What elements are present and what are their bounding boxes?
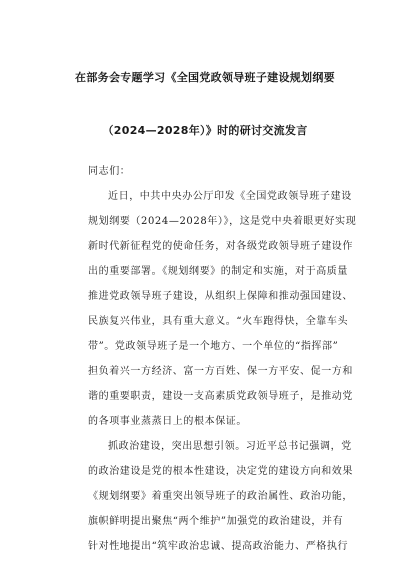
paragraph-line: 近日，中共中央办公厅印发《全国党政领导班子建设 — [108, 191, 352, 202]
paragraph-line: 针对性地提出“筑牢政治忠诚、提高政治能力、严格执行 — [88, 541, 349, 552]
paragraph-line: 谐的重要职责，建设一支高素质党政领导班子，是推动党 — [88, 391, 353, 402]
paragraph-line: 推进党政领导班子建设，从组织上保障和推动强国建设、 — [88, 291, 353, 302]
paragraph-line: 出的重要部署。《规划纲要》的制定和实施，对于高质量 — [88, 266, 348, 277]
paragraph-line: 担负着兴一方经济、富一方百姓、保一方平安、促一方和 — [88, 366, 353, 377]
document-title-line-1: 在部务会专题学习《全国党政领导班子建设规划纲要 — [75, 71, 335, 84]
paragraph-line: 旗帜鲜明提出聚焦“两个维护”加强党的政治建设，并有 — [88, 516, 344, 527]
greeting: 同志们： — [88, 166, 131, 177]
document-title-line-2: （2024—2028年）》时的研讨交流发言 — [102, 124, 308, 137]
paragraph-line: 新时代新征程党的使命任务，对各级党政领导班子建设作 — [88, 241, 353, 252]
paragraph-line: 《规划纲要》着重突出领导班子的政治属性、政治功能， — [88, 491, 353, 502]
paragraph-line: 规划纲要（2024—2028年）》，这是党中央着眼更好实现 — [88, 216, 357, 227]
paragraph-line: 带”。党政领导班子是一个地方、一个单位的“指挥部” — [88, 341, 339, 352]
paragraph-line: 民族复兴伟业，具有重大意义。“火车跑得快，全靠车头 — [88, 316, 349, 327]
paragraph-line: 抓政治建设，突出思想引领。习近平总书记强调，党 — [108, 441, 352, 452]
paragraph-line: 的政治建设是党的根本性建设，决定党的建设方向和效果 — [88, 466, 353, 477]
paragraph-line: 的各项事业蒸蒸日上的根本保证。 — [88, 416, 247, 427]
